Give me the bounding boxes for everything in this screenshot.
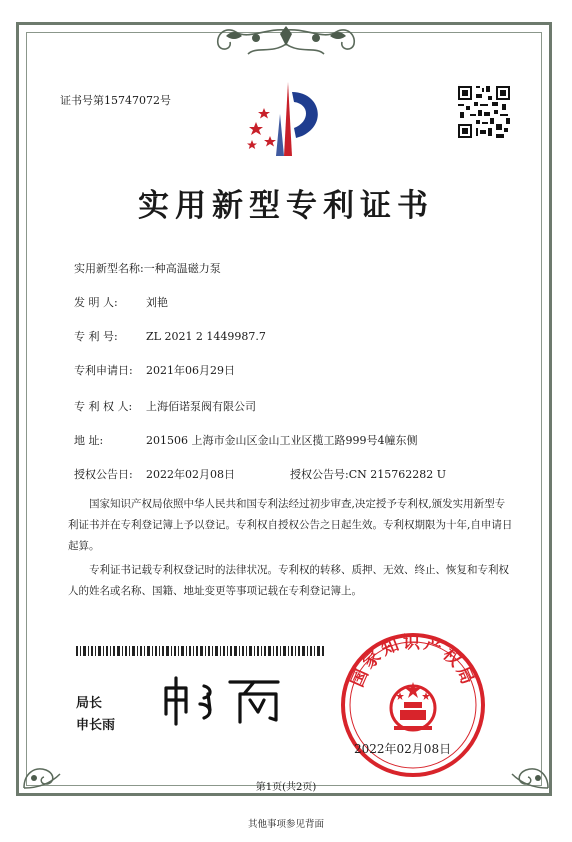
field-value: CN 215762282 U xyxy=(348,468,447,481)
field-value: 刘艳 xyxy=(146,296,168,309)
field-value: 2021年06月29日 xyxy=(146,364,235,377)
certificate-number: 证书号第15747072号 xyxy=(60,94,171,107)
field-label: 实用新型名称: xyxy=(74,262,144,275)
signatory-role: 局长 xyxy=(76,696,103,711)
field-grant-date xyxy=(74,466,235,482)
field-value: 一种高温磁力泵 xyxy=(143,262,221,275)
field-label: 发 明 人: xyxy=(74,296,118,309)
field-label: 专 利 号: xyxy=(74,330,118,343)
svg-text:国家知识产权局 xyxy=(348,633,479,690)
paragraph-2: 专利证书记载专利权登记时的法律状况。专利权的转移、质押、无效、终止、恢复和专利权人的姓名或名称、国籍、地址变更等事项记载在专利登记簿上。 xyxy=(68,564,509,597)
field-label: 专利申请日: xyxy=(74,364,133,377)
field-value: 2022年02月08日 xyxy=(146,468,235,481)
field-label: 授权公告号: xyxy=(290,468,349,481)
field-label: 专 利 权 人: xyxy=(74,400,133,413)
field-value: 上海佰诺泵阀有限公司 xyxy=(146,400,256,413)
signatory-name: 申长雨 xyxy=(76,718,116,733)
field-patent-number xyxy=(74,328,266,344)
document-title: 实用新型专利证书 xyxy=(138,188,434,224)
top-ornament xyxy=(196,24,376,66)
seal-text: 国家知识产权局 xyxy=(347,632,479,691)
barcode-icon xyxy=(76,646,326,656)
handwritten-signature-icon xyxy=(160,674,290,726)
field-label: 地 址: xyxy=(74,434,104,447)
page-number: 第1页(共2页) xyxy=(255,782,317,793)
field-label: 授权公告日: xyxy=(74,468,133,481)
field-address xyxy=(74,432,417,448)
field-value: 201506 上海市金山区金山工业区揽工路999号4幢东侧 xyxy=(146,434,418,447)
field-application-date xyxy=(74,362,235,378)
footer-note: 其他事项参见背面 xyxy=(247,819,324,830)
field-grant-number xyxy=(290,466,446,482)
field-inventor xyxy=(74,294,168,310)
qr-code-icon xyxy=(456,84,512,140)
field-value: ZL 2021 2 1449987.7 xyxy=(146,330,266,343)
national-emblem-seal-icon xyxy=(338,630,488,780)
field-utility-model-name xyxy=(74,260,221,276)
seal-date: 2022年02月08日 xyxy=(354,742,452,756)
field-patentee xyxy=(74,398,256,414)
paragraph-1: 国家知识产权局依照中华人民共和国专利法经过初步审查,决定授予专利权,颁发实用新型专利证书并在专利登记簿上予以登记。专利权自授权公告之日起生效。专利权期限为十年,自申请日起算。 xyxy=(68,498,513,552)
cnipa-logo-icon xyxy=(240,78,336,160)
